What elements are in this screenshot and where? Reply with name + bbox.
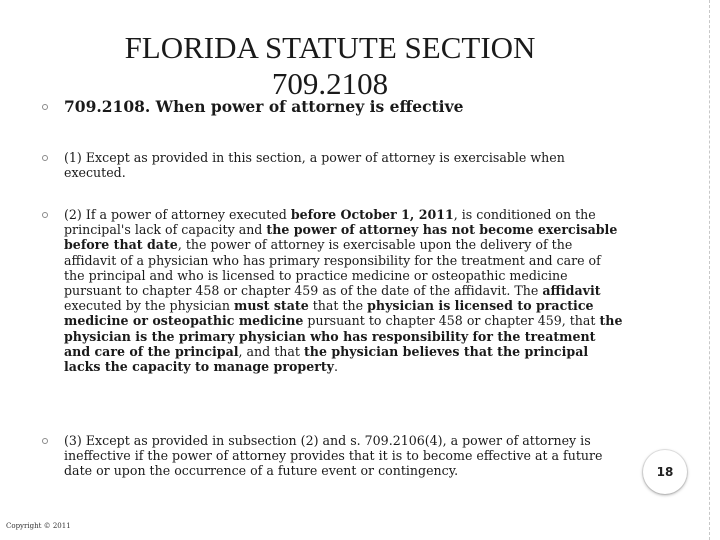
bullet-circle-icon: [42, 212, 48, 218]
slide-title-line-1: FLORIDA STATUTE SECTION: [124, 30, 536, 65]
bullet-circle-icon: [42, 438, 48, 444]
text-run: , the power of attorney is exercisable upon the delivery of the affidavit of a physician who has primary responsibility for the treatment and care of the principal and who is licensed to practice medicine or osteopathic medicine pursuant to chapter 458 or chapter 459 as of the date of the affidavit. The: [64, 237, 601, 299]
subsection-2-text: [64, 207, 622, 374]
bullet-circle-icon: [42, 155, 48, 161]
subsection-1-text: (1) Except as provided in this section, a power of attorney is exercisable when executed.: [64, 150, 565, 181]
copyright-notice: Copyright © 2011: [6, 522, 71, 530]
bold-run: physician is licensed to practice medicine or osteopathic medicine: [64, 298, 594, 329]
text-run: .: [334, 359, 339, 375]
slide-title-line-2: 709.2108: [271, 66, 389, 101]
text-run: (2) If a power of attorney executed: [64, 207, 291, 222]
text-run: , is conditioned on the principal's lack of capacity and: [64, 207, 596, 238]
bold-run: the physician is the primary physician who has responsibility for the treatment and care of the principal: [64, 313, 623, 359]
bullet-circle-icon: [42, 104, 48, 110]
bold-run: before October 1, 2011: [290, 207, 454, 222]
bullet-subsection-2: [64, 207, 624, 374]
text-run: , and that: [238, 343, 304, 359]
text-run: that the: [308, 298, 368, 314]
bullet-subsection-3: [64, 433, 624, 479]
bold-run: must state: [234, 298, 309, 314]
bullet-subsection-1: [64, 150, 624, 180]
text-run: executed by the physician: [64, 298, 235, 314]
bold-run: the power of attorney has not become exercisable before that date: [64, 222, 618, 253]
text-run: pursuant to chapter 458 or chapter 459, that: [303, 313, 600, 329]
section-heading-text: 709.2108. When power of attorney is effective: [64, 97, 464, 116]
bullet-section-heading: [64, 98, 624, 116]
subsection-3-text: (3) Except as provided in subsection (2) and s. 709.2106(4), a power of attorney is ineffective if the power of attorney provides that it is to become effective at a future date or upon the occurrence of a future event or contingency.: [64, 433, 603, 479]
bold-run: the physician believes that the principal lacks the capacity to manage property: [64, 343, 589, 375]
bold-run: affidavit: [542, 283, 601, 299]
page-number-badge: 18: [643, 450, 687, 494]
